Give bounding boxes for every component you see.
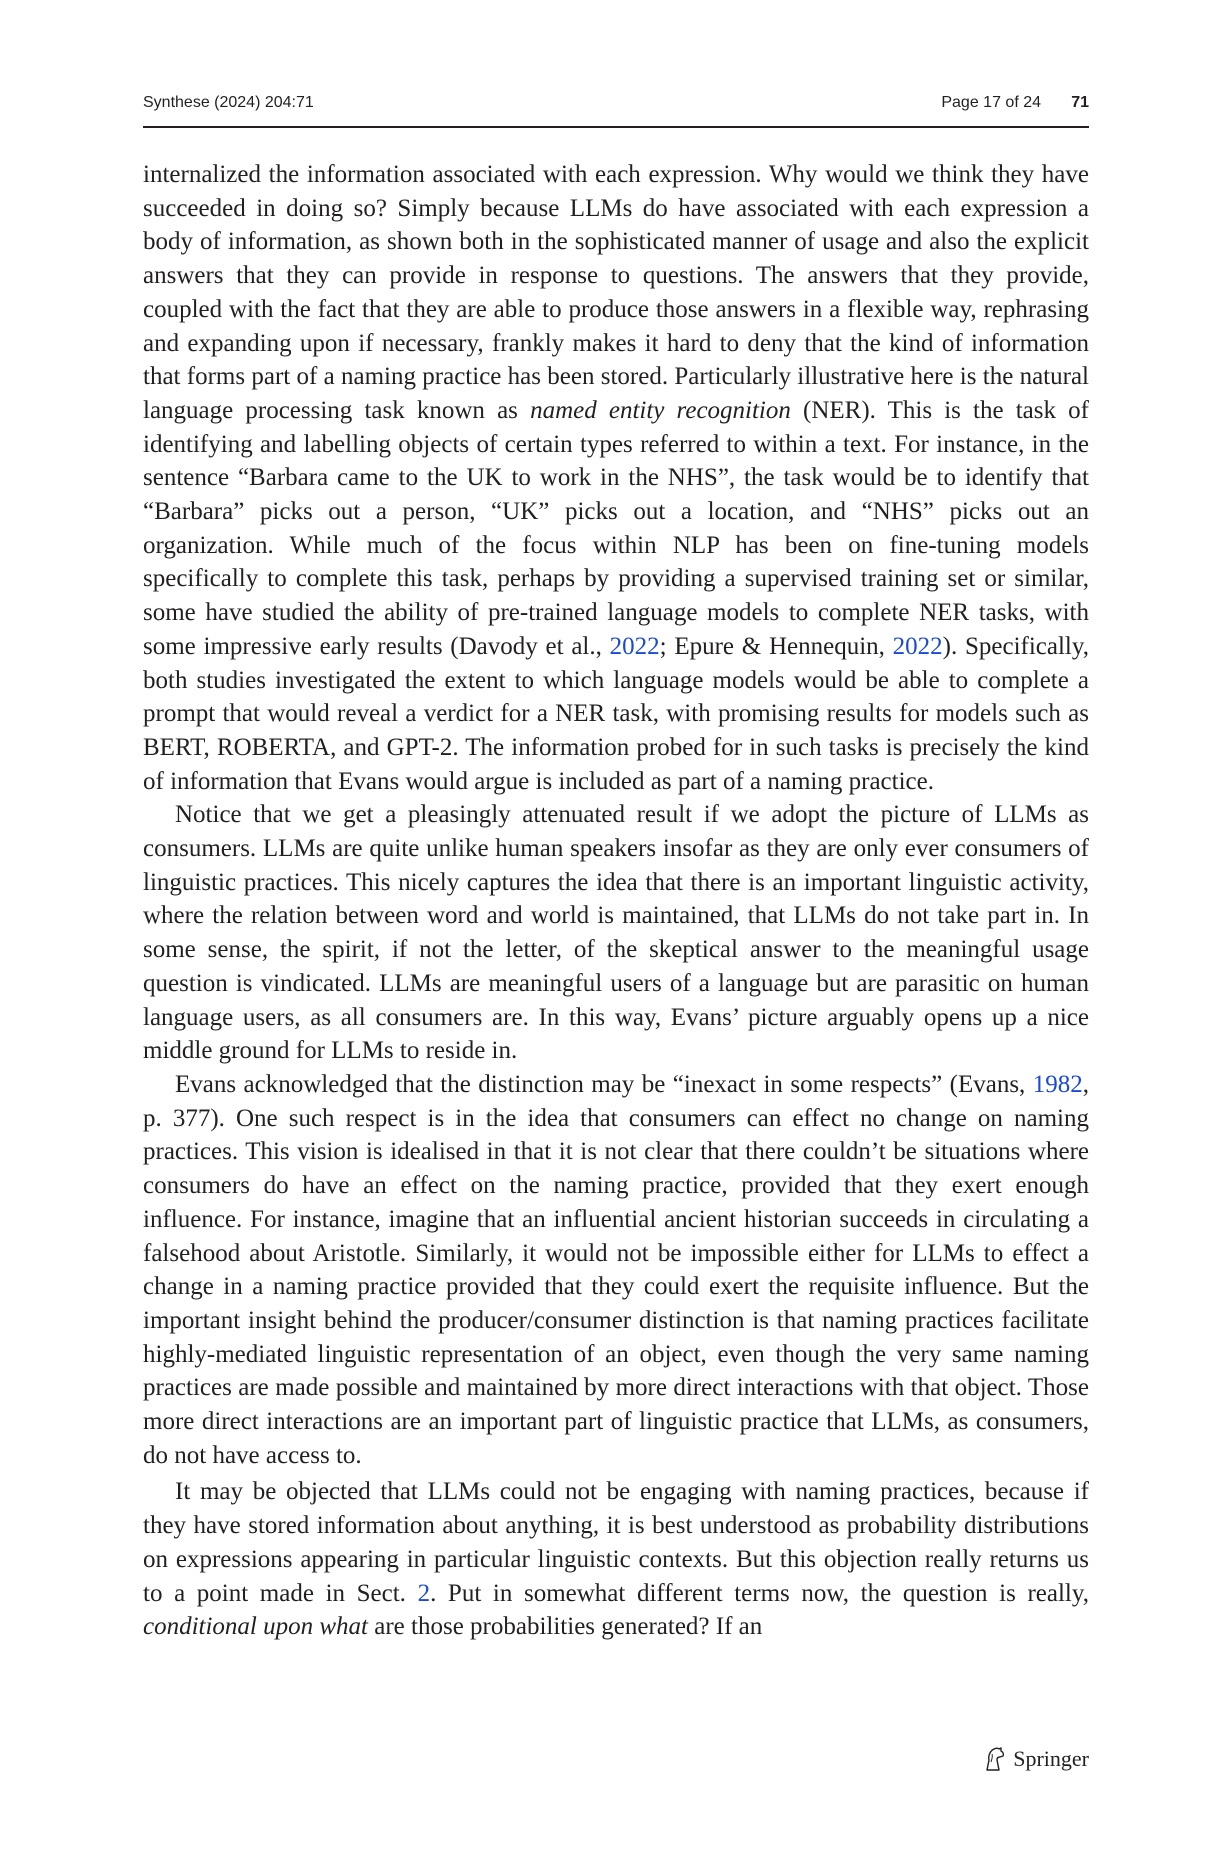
citation-link[interactable]: 2 — [417, 1579, 431, 1607]
text-run: Notice that we get a pleasingly attenuated result if we adopt the picture of LLMs as consumers. LLMs are quite unlike human speakers insofar as they are only ever consumers of linguistic practices. This nicely captures the idea that there is an important linguistic activity, where the relation between word and world is maintained, that LLMs do not take part in. In some sense, the spirit, if not the letter, of the skeptical answer to the meaningful usage question is vindicated. LLMs are meaningful users of a language but are parasitic on human language users, as all consumers are. In this way, Evans’ picture arguably opens up a nice middle ground for LLMs to reside in. — [143, 801, 1089, 1065]
paragraph — [143, 1068, 1089, 1472]
springer-horse-icon — [983, 1746, 1007, 1772]
article-body — [143, 158, 1089, 1644]
text-run: Evans acknowledged that the distinction may be “inexact in some respects” (Evans, — [175, 1070, 1033, 1098]
journal-citation: Synthese (2024) 204:71 — [143, 94, 314, 111]
running-header — [143, 91, 1089, 121]
paragraph — [143, 158, 1089, 798]
italic-term: named entity recognition — [530, 396, 791, 424]
text-run: It may be objected that LLMs could not be engaging with naming practices, because if they have stored information about anything, it is best understood as probability distributions on expressions appearing in particular linguistic contexts. But this objection really returns us to a point made in Sect. — [143, 1478, 1089, 1607]
text-run: , p. 377). One such respect is in the idea that consumers can effect no change on naming practices. This vision is idealised in that it is not clear that there couldn’t be situations where consumers do have an effect on the naming practice, provided that they exert enough influence. For instance, imagine that an influential ancient historian succeeds in circulating a falsehood about Aristotle. Similarly, it would not be impossible either for LLMs to effect a change in a naming practice provided that they could exert the requisite influence. But the important insight behind the producer/consumer distinction is that naming practices facilitate highly-mediated linguistic representation of an object, even though the very same naming practices are made possible and maintained by more direct interactions with that object. Those more direct interactions are an important part of linguistic practice that LLMs, as consumers, do not have access to. — [143, 1070, 1089, 1469]
text-run: are those probabilities generated? If an — [368, 1613, 763, 1641]
page-number: 71 — [1071, 94, 1089, 111]
text-run: . Put in somewhat different terms now, the question is really, — [430, 1579, 1090, 1607]
italic-term: conditional upon what — [143, 1613, 368, 1641]
text-run: ). Specifically, both studies investigated the extent to which language models would be able to complete a prompt that would reveal a verdict for a NER task, with promising results for models such as BERT, ROBERTA, and GPT-2. The information probed for in such tasks is precisely the kind of information that Evans would argue is included as part of a naming practice. — [143, 632, 1090, 795]
text-run: (NER). This is the task of identifying and labelling objects of certain types referred to within a text. For instance, in the sentence “Barbara came to the UK to work in the NHS”, the task would be to identify that “Barbara” picks out a person, “UK” picks out a location, and “NHS” picks out an organization. While much of the focus within NLP has been on fine-tuning models specifically to complete this task, perhaps by providing a supervised training set or similar, some have studied the ability of pre-trained language models to complete NER tasks, with some impressive early results (Davody et al., — [143, 396, 1089, 660]
paragraph — [143, 1475, 1089, 1644]
paragraph — [143, 798, 1089, 1068]
text-run: ; Epure & Hennequin, — [659, 632, 893, 660]
publisher-footer — [983, 1744, 1089, 1774]
citation-link[interactable]: 2022 — [892, 632, 943, 660]
text-run: internalized the information associated with each expression. Why would we think they have succeeded in doing so? Simply because LLMs do have associated with each expression a body of information, as shown both in the sophisticated manner of usage and also the explicit answers that they can provide in response to questions. The answers that they provide, coupled with the fact that they are able to produce those answers in a flexible way, rephrasing and expanding upon if necessary, frankly makes it hard to deny that the kind of information that forms part of a naming practice has been stored. Particularly illustrative here is the natural language processing task known as — [143, 161, 1089, 424]
page-info: Page 17 of 24 — [941, 94, 1041, 111]
citation-link[interactable]: 1982 — [1032, 1070, 1083, 1098]
citation-link[interactable]: 2022 — [609, 632, 660, 660]
publisher-name: Springer — [1013, 1746, 1089, 1771]
header-rule — [143, 126, 1089, 128]
